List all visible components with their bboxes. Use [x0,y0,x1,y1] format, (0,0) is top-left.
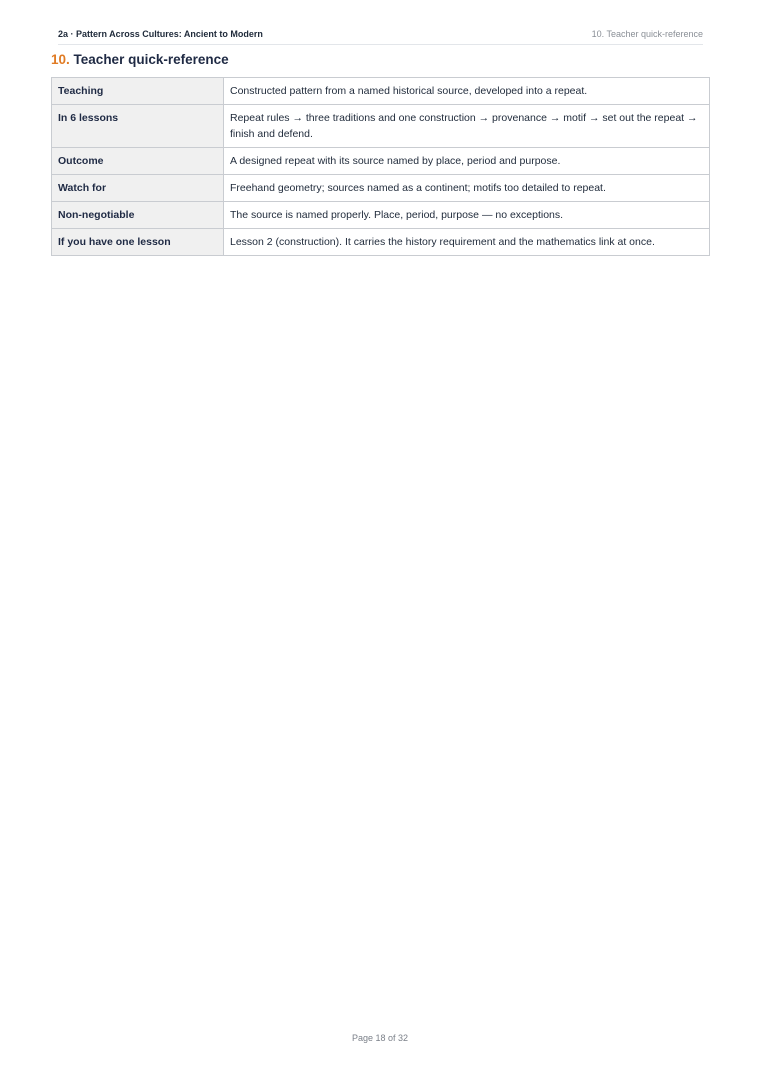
row-label-non-negotiable: Non-negotiable [52,202,224,229]
quick-reference-table [51,77,710,256]
running-header [58,28,703,45]
row-label-one-lesson: If you have one lesson [52,229,224,256]
section-title: Teacher quick-reference [73,52,229,67]
running-section-title: 10. Teacher quick-reference [591,29,703,39]
row-label-watch-for: Watch for [52,175,224,202]
table-row [52,175,710,202]
table-row [52,202,710,229]
row-value-watch-for: Freehand geometry; sources named as a continent; motifs too detailed to repeat. [224,175,710,202]
table-row [52,78,710,105]
row-value-one-lesson: Lesson 2 (construction). It carries the history requirement and the mathematics link at once. [224,229,710,256]
row-value-in-6-lessons: Repeat rules → three traditions and one construction → provenance → motif → set out the repeat → finish and defend. [224,105,710,148]
row-label-in-6-lessons: In 6 lessons [52,105,224,148]
table-row [52,229,710,256]
row-label-teaching: Teaching [52,78,224,105]
page-number: Page 18 of 32 [351,1033,409,1043]
document-title: 2a · Pattern Across Cultures: Ancient to Modern [58,29,263,39]
table-row [52,105,710,148]
row-value-outcome: A designed repeat with its source named by place, period and purpose. [224,148,710,175]
row-value-non-negotiable: The source is named properly. Place, period, purpose — no exceptions. [224,202,710,229]
table-row [52,148,710,175]
row-label-outcome: Outcome [52,148,224,175]
row-value-teaching: Constructed pattern from a named historical source, developed into a repeat. [224,78,710,105]
section-heading [51,52,229,67]
section-number: 10. [51,52,70,67]
